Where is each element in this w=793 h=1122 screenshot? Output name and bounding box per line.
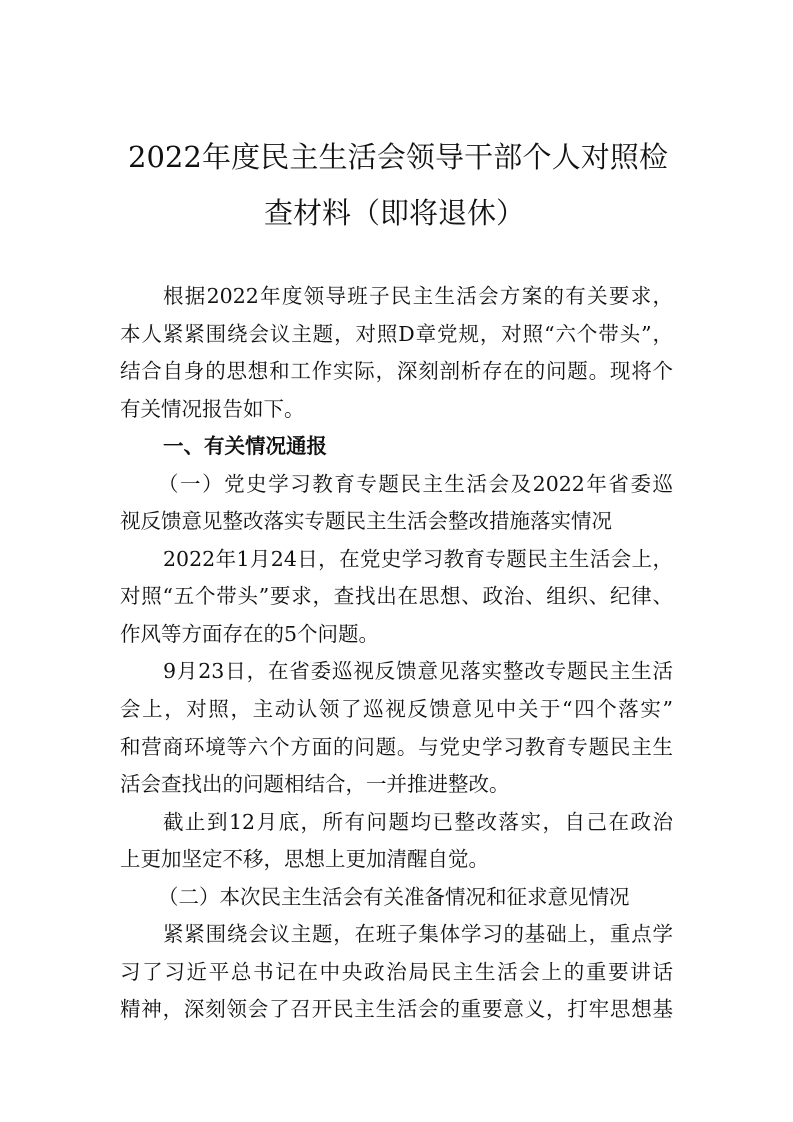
paragraph-line: 上更加坚定不移，思想上更加清醒自觉。: [120, 847, 489, 872]
section-heading: 一、有关情况通报: [163, 434, 327, 459]
paragraph-line: 习了习近平总书记在中央政治局民主生活会上的重要讲话: [120, 959, 673, 984]
paragraph-line: 根据2022年度领导班子民主生活会方案的有关要求，: [163, 284, 673, 308]
document-body: [120, 278, 673, 1029]
paragraph-line: 2022年1月24日，在党史学习教育专题民主生活会上，: [163, 546, 673, 571]
paragraph-line: 和营商环境等六个方面的问题。与党史学习教育专题民主生: [120, 734, 673, 759]
subsection-heading-cont: 视反馈意见整改落实专题民主生活会整改措施落实情况: [120, 509, 612, 534]
document-title-line-1: 2022年度民主生活会领导干部个人对照检: [128, 140, 668, 174]
paragraph-line: 紧紧围绕会议主题，在班子集体学习的基础上，重点学: [163, 922, 673, 947]
paragraph-line: 截止到12月底，所有问题均已整改落实，自己在政治: [163, 809, 673, 834]
document-title-line-2: 查材料（即将退休）: [264, 196, 526, 230]
subsection-heading: （一）党史学习教育专题民主生活会及2022年省委巡: [158, 471, 673, 496]
paragraph-line: 结合自身的思想和工作实际，深刻剖析存在的问题。现将个: [120, 359, 673, 384]
paragraph-line: 会上，对照，主动认领了巡视反馈意见中关于“四个落实”: [120, 697, 673, 722]
paragraph-line: 9月23日，在省委巡视反馈意见落实整改专题民主生活: [163, 659, 673, 684]
paragraph-line: 对照“五个带头”要求，查找出在思想、政治、组织、纪律、: [120, 584, 673, 609]
paragraph-line: 活会查找出的问题相结合，一并推进整改。: [120, 772, 510, 797]
paragraph-line: 有关情况报告如下。: [120, 396, 305, 421]
paragraph-line: 作风等方面存在的5个问题。: [120, 621, 380, 646]
paragraph-line: 精神，深刻领会了召开民主生活会的重要意义，打牢思想基: [120, 997, 673, 1022]
subsection-heading: （二）本次民主生活会有关准备情况和征求意见情况: [158, 884, 630, 909]
paragraph-line: 本人紧紧围绕会议主题，对照D章党规，对照“六个带头”，: [120, 321, 673, 346]
